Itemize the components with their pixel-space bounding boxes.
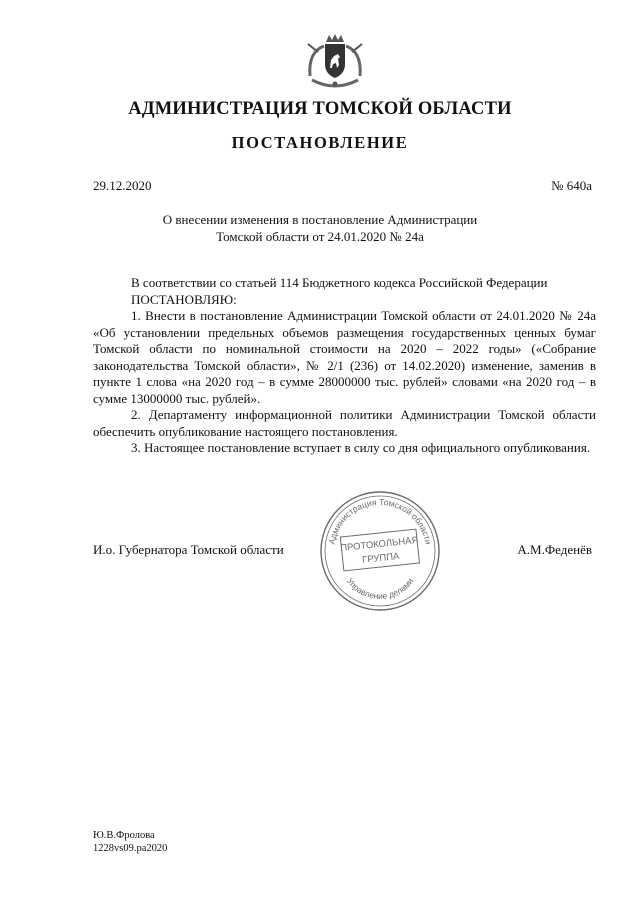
intro-paragraph: В соответствии со статьей 114 Бюджетного кодекса Российской Федерации	[131, 275, 548, 290]
document-body	[93, 275, 596, 457]
subject-line-1: О внесении изменения в постановление Администрации	[162, 212, 478, 227]
signatory-name: А.М.Феденёв	[517, 542, 592, 557]
signatory-position: И.о. Губернатора Томской области	[93, 542, 284, 557]
file-code: 1228vs09.pa2020	[93, 843, 168, 854]
document-date: 29.12.2020	[93, 178, 152, 193]
stamp-center-line-2: ГРУППА	[361, 551, 400, 566]
organization-title: АДМИНИСТРАЦИЯ ТОМСКОЙ ОБЛАСТИ	[128, 99, 512, 119]
stamp-outer-text: Администрация Томской области	[326, 496, 434, 546]
stamp-center-line-1: ПРОТОКОЛЬНАЯ	[339, 534, 419, 555]
subject-line-2: Томской области от 24.01.2020 № 24а	[216, 229, 424, 244]
footer	[93, 829, 167, 855]
item-2-paragraph: 2. Департаменту информационной политики Администрации Томской области обеспечить опубликование настоящего постановления.	[93, 407, 596, 439]
document-type: ПОСТАНОВЛЕНИЕ	[231, 133, 409, 152]
executor-name: Ю.В.Фролова	[93, 830, 155, 841]
decree-word: ПОСТАНОВЛЯЮ:	[131, 291, 237, 307]
stamp-bottom-text: Управление делами	[344, 576, 416, 602]
tomsk-coat-of-arms-icon	[300, 32, 370, 94]
document-number: № 640а	[551, 178, 592, 193]
item-3-paragraph: 3. Настоящее постановление вступает в силу со дня официального опубликования.	[131, 440, 591, 455]
document-subject	[0, 211, 640, 245]
item-1-paragraph: 1. Внести в постановление Администрации Томской области от 24.01.2020 № 24а «Об установлении предельных объемов размещения государственных ценных бумаг Томской области по номинальной стоимости на 2020 – 2022 годы» («Собрание законодательства Томской области», № 2/1 (236) от 14.02.2020) изменение, заменив в пункте 1 слова «на 2020 год – в сумме 28000000 тыс. рублей» словами «на 2020 год – в сумме 13000000 тыс. рублей».	[93, 308, 596, 406]
official-stamp	[318, 489, 442, 613]
